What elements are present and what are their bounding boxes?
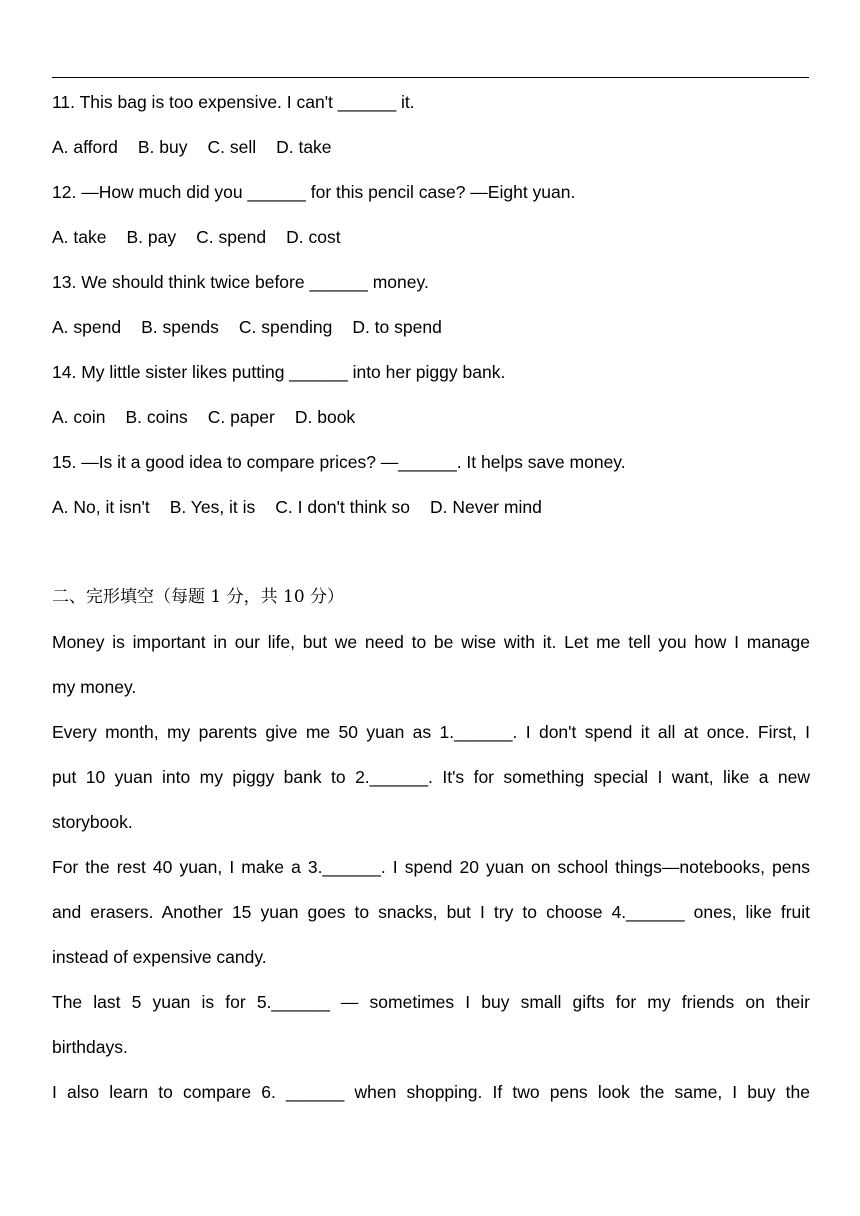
passage-line: instead of expensive candy. [52, 947, 267, 967]
question-14-stem: 14. My little sister likes putting ______ into her piggy bank. [52, 362, 506, 382]
option-b: B. buy [137, 137, 188, 157]
question-12-options [52, 226, 341, 248]
question-11-stem: 11. This bag is too expensive. I can't ______ it. [52, 92, 415, 112]
option-c: C. sell [207, 137, 257, 157]
passage-line: The last 5 yuan is for 5.______ — sometimes I buy small gifts for my friends on their [52, 992, 810, 1012]
passage-line: put 10 yuan into my piggy bank to 2.______. It's for something special I want, like a new [52, 767, 810, 787]
passage-line: Money is important in our life, but we need to be wise with it. Let me tell you how I manage [52, 632, 810, 652]
option-c: C. paper [207, 407, 275, 427]
passage-line: For the rest 40 yuan, I make a 3.______. I spend 20 yuan on school things—notebooks, pens [52, 857, 810, 877]
question-14-options [52, 406, 355, 428]
question-13-stem: 13. We should think twice before ______ money. [52, 272, 429, 292]
passage-line: storybook. [52, 812, 133, 832]
option-b: B. pay [126, 227, 177, 247]
option-b: B. Yes, it is [169, 497, 256, 517]
option-c: C. spending [238, 317, 333, 337]
option-d: D. to spend [352, 317, 442, 337]
passage-line: and erasers. Another 15 yuan goes to snacks, but I try to choose 4.______ ones, like fruit [52, 902, 810, 922]
option-a: A. take [52, 227, 107, 247]
option-d: D. cost [286, 227, 341, 247]
option-c: C. spend [196, 227, 267, 247]
question-15-options [52, 496, 542, 518]
option-d: D. book [294, 407, 356, 427]
section-heading: 二、完形填空（每题 1 分，共 10 分） [52, 587, 345, 607]
option-b: B. spends [141, 317, 219, 337]
question-11-options [52, 136, 332, 158]
passage-line: I also learn to compare 6. ______ when shopping. If two pens look the same, I buy the [52, 1082, 810, 1102]
option-a: A. coin [52, 407, 106, 427]
question-13-options [52, 316, 442, 338]
option-d: D. take [276, 137, 332, 157]
header-rule [52, 77, 809, 78]
passage-line: my money. [52, 677, 137, 697]
passage-line: birthdays. [52, 1037, 128, 1057]
option-a: A. afford [52, 137, 118, 157]
question-12-stem: 12. —How much did you ______ for this pencil case? —Eight yuan. [52, 182, 576, 202]
question-15-stem: 15. —Is it a good idea to compare prices? —______. It helps save money. [52, 452, 626, 472]
passage-line: Every month, my parents give me 50 yuan as 1.______. I don't spend it all at once. First, I [52, 722, 810, 742]
option-a: A. No, it isn't [52, 497, 150, 517]
option-b: B. coins [125, 407, 188, 427]
option-c: C. I don't think so [275, 497, 410, 517]
option-d: D. Never mind [429, 497, 542, 517]
option-a: A. spend [52, 317, 122, 337]
